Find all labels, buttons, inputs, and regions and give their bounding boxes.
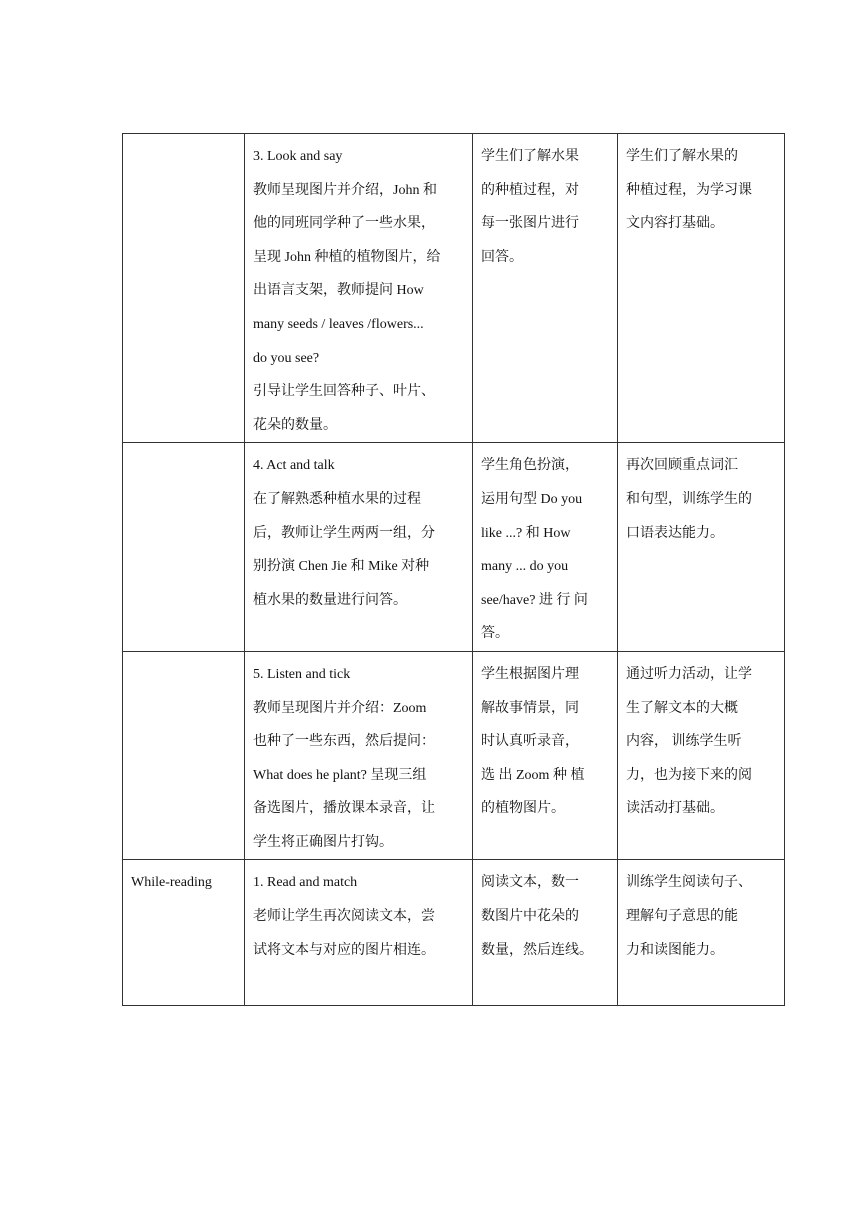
teacher-line: 备选图片，播放课本录音，让: [253, 801, 435, 817]
student-line: 的种植过程，对: [481, 182, 579, 198]
teacher-line: 试将文本与对应的图片相连。: [253, 942, 435, 958]
intent-line: 力，也为接下来的阅: [626, 767, 752, 783]
intent-line: 和句型，训练学生的: [626, 491, 752, 507]
teacher-activity-cell: [245, 443, 473, 652]
student-line: many ... do you: [481, 559, 569, 575]
teacher-line: 出语言支架，教师提问 How: [253, 283, 424, 299]
teacher-line: 老师让学生再次阅读文本，尝: [253, 909, 435, 925]
stage-cell: [123, 134, 245, 443]
teacher-line: 呈现 John 种植的植物图片，给: [253, 249, 441, 265]
teacher-line: 植水果的数量进行问答。: [253, 592, 407, 608]
stage-cell: [123, 651, 245, 860]
student-line: 阅读文本，数一: [481, 875, 579, 891]
intent-line: 理解句子意思的能: [626, 909, 738, 925]
intent-line: 生了解文本的大概: [626, 700, 738, 716]
table-row: [123, 860, 785, 1006]
design-intent-cell: [618, 443, 785, 652]
student-line: like ...? 和 How: [481, 525, 571, 541]
intent-line: 文内容打基础。: [626, 216, 724, 232]
intent-line: 通过听力活动，让学: [626, 666, 752, 682]
table-row: [123, 651, 785, 860]
activity-title: 5. Listen and tick: [253, 666, 351, 682]
intent-line: 内容， 训练学生听: [626, 734, 742, 750]
teacher-line: 教师呈现图片并介绍，John 和: [253, 182, 437, 198]
intent-line: 力和读图能力。: [626, 942, 724, 958]
activity-title: 3. Look and say: [253, 149, 343, 164]
teacher-line: 学生将正确图片打钩。: [253, 834, 393, 850]
student-line: 运用句型 Do you: [481, 491, 583, 507]
teacher-line: 在了解熟悉种植水果的过程: [253, 491, 421, 507]
intent-line: 口语表达能力。: [626, 525, 724, 541]
student-activity-cell: [473, 134, 618, 443]
student-line: 解故事情景，同: [481, 700, 579, 716]
student-line: 数图片中花朵的: [481, 909, 579, 925]
teacher-line: 也种了一些东西，然后提问：: [253, 734, 435, 750]
table-row: [123, 134, 785, 443]
teacher-line: What does he plant? 呈现三组: [253, 767, 427, 783]
design-intent-cell: [618, 860, 785, 1006]
student-line: 回答。: [481, 249, 523, 265]
student-line: see/have? 进 行 问: [481, 592, 588, 608]
teacher-line: 教师呈现图片并介绍：Zoom: [253, 700, 427, 716]
intent-line: 种植过程，为学习课: [626, 182, 752, 198]
teacher-line: 引导让学生回答种子、叶片、: [253, 384, 435, 400]
teacher-line: 他的同班同学种了一些水果，: [253, 216, 435, 232]
table-row: [123, 443, 785, 652]
stage-label: While-reading: [131, 875, 212, 891]
teacher-line: 花朵的数量。: [253, 417, 337, 433]
intent-line: 学生们了解水果的: [626, 149, 738, 164]
student-line: 每一张图片进行: [481, 216, 579, 232]
student-activity-cell: [473, 860, 618, 1006]
student-activity-cell: [473, 443, 618, 652]
teacher-activity-cell: [245, 860, 473, 1006]
student-line: 答。: [481, 626, 509, 642]
activity-title: 4. Act and talk: [253, 458, 335, 474]
intent-line: 读活动打基础。: [626, 801, 724, 817]
teacher-line: many seeds / leaves /flowers...: [253, 316, 424, 332]
student-line: 的植物图片。: [481, 801, 565, 817]
intent-line: 再次回顾重点词汇: [626, 458, 738, 474]
stage-cell: [123, 860, 245, 1006]
student-line: 选 出 Zoom 种 植: [481, 767, 585, 783]
teacher-line: 后，教师让学生两两一组，分: [253, 525, 435, 541]
student-line: 学生根据图片理: [481, 666, 579, 682]
student-line: 学生们了解水果: [481, 149, 579, 164]
teacher-line: 别扮演 Chen Jie 和 Mike 对种: [253, 559, 430, 575]
teacher-activity-cell: [245, 134, 473, 443]
stage-cell: [123, 443, 245, 652]
intent-line: 训练学生阅读句子、: [626, 875, 752, 891]
activity-title: 1. Read and match: [253, 875, 358, 891]
student-line: 时认真听录音，: [481, 734, 579, 750]
lesson-plan-table: [122, 133, 785, 1006]
teacher-line: do you see?: [253, 350, 320, 366]
student-line: 数量，然后连线。: [481, 942, 593, 958]
student-activity-cell: [473, 651, 618, 860]
design-intent-cell: [618, 651, 785, 860]
teacher-activity-cell: [245, 651, 473, 860]
student-line: 学生角色扮演，: [481, 458, 579, 474]
design-intent-cell: [618, 134, 785, 443]
